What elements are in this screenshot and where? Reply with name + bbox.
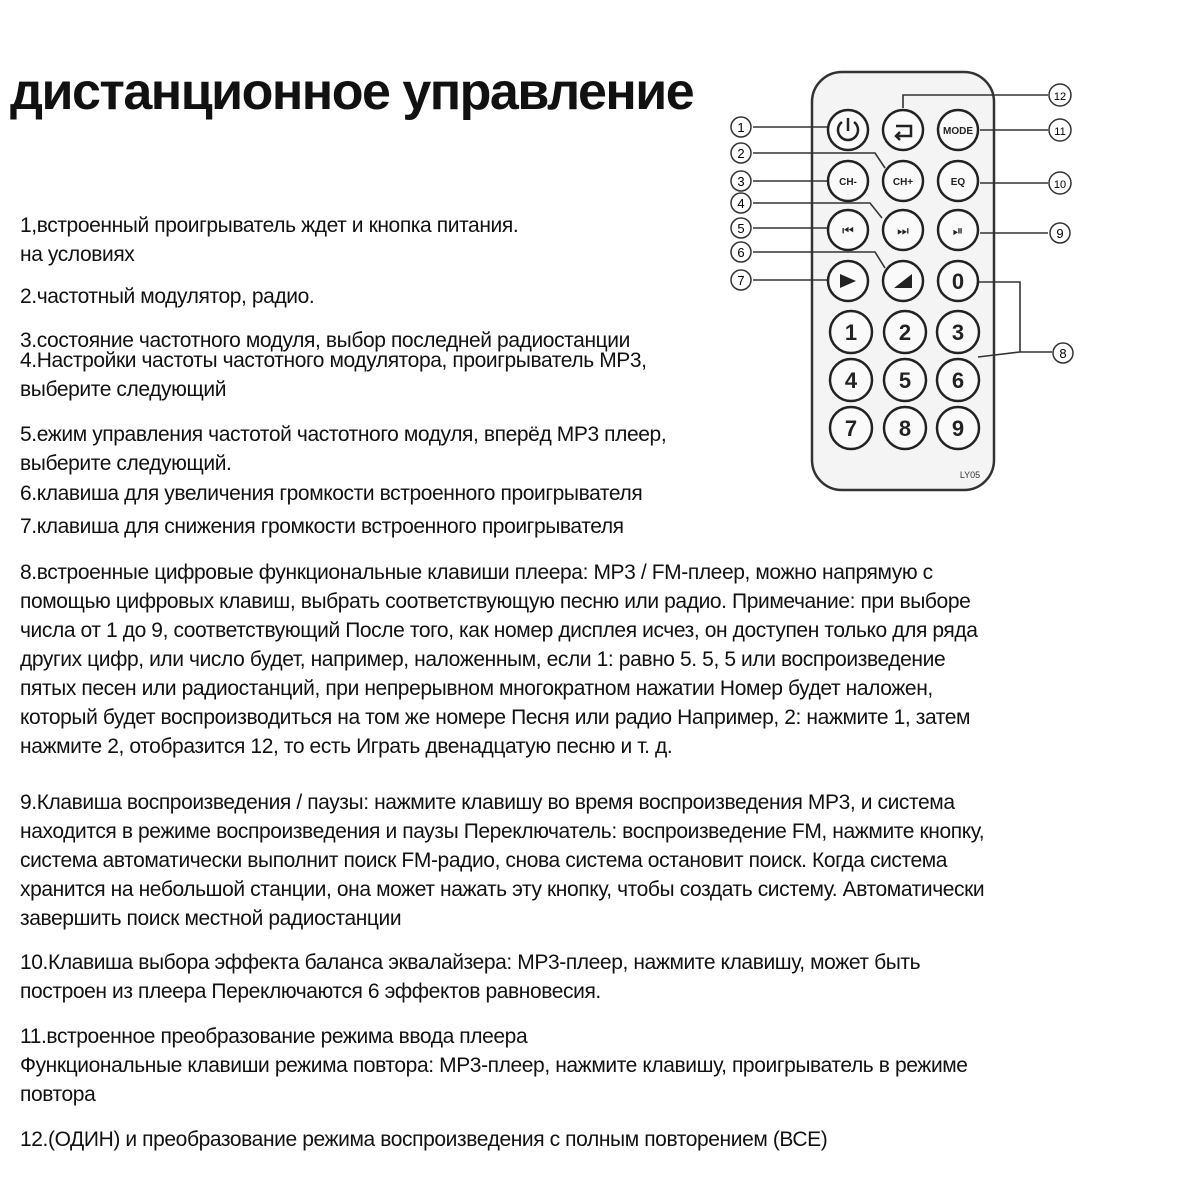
item-12: 12.(ОДИН) и преобразование режима воспроизведения с полным повторением (ВСЕ) (20, 1128, 828, 1151)
item-3: 3.состояние частотного модуля, выбор последней радиостанции (20, 329, 630, 352)
callout-label: 4 (737, 196, 745, 211)
callout-2 (731, 143, 751, 163)
callout-3 (731, 171, 751, 191)
callout-label: 1 (737, 120, 745, 135)
callout-label: 5 (737, 221, 745, 236)
page-title: дистанционное управление (10, 63, 694, 121)
digit-7-key (830, 407, 872, 449)
digit-6-key (937, 359, 979, 401)
item-10: 10.Клавиша выбора эффекта баланса эквалайзера: MP3-плеер, нажмите клавишу, может быть построен из плеера Переключаются 6 эффектов равновесия. (20, 951, 921, 1003)
callout-5 (731, 218, 751, 238)
callout-label: 3 (737, 174, 745, 189)
digit-label: 4 (844, 368, 858, 393)
item-6: 6.клавиша для увеличения громкости встроенного проигрывателя (20, 482, 643, 505)
power-key (828, 110, 868, 150)
eq-key (938, 161, 978, 201)
digit-label: 7 (844, 416, 858, 441)
ch-minus-label: CH- (839, 177, 857, 188)
digit-label: 0 (951, 269, 965, 294)
ch-plus-key (883, 161, 923, 201)
play-pause-key (938, 210, 978, 250)
callout-label: 10 (1053, 179, 1067, 191)
callout-label: 11 (1054, 126, 1066, 138)
digit-label: 8 (898, 416, 912, 441)
digit-4-key (830, 359, 872, 401)
digit-2-key (884, 311, 926, 353)
callout-9 (1050, 223, 1070, 243)
digit-label: 1 (844, 320, 858, 345)
callout-1 (731, 117, 751, 137)
play-pause-icon: ⏯ (952, 223, 964, 238)
remote-illustration (720, 70, 1090, 495)
next-icon: ⏭ (897, 223, 909, 238)
digit-1-key (830, 311, 872, 353)
digit-label: 3 (951, 320, 965, 345)
callout-10 (1049, 172, 1071, 194)
item-5: 5.ежим управления частотой частотного модуля, вперёд MP3 плеер, выберите следующий. (20, 423, 667, 475)
prev-key (828, 210, 868, 250)
digit-0-key (938, 261, 978, 301)
callout-label: 6 (737, 245, 745, 260)
volume-up-key (883, 261, 923, 301)
callout-12 (1049, 84, 1071, 106)
mode-key (938, 110, 978, 150)
digit-5-key (884, 359, 926, 401)
volume-down-key (828, 261, 868, 301)
callout-label: 12 (1053, 91, 1067, 103)
mode-label: MODE (943, 126, 973, 137)
item-1: 1,встроенный проигрыватель ждет и кнопка питания. на условиях (20, 214, 519, 266)
repeat-key (883, 110, 923, 150)
item-4: 4.Настройки частоты частотного модулятора, проигрыватель MP3, выберите следующий (20, 349, 647, 401)
digit-label: 6 (951, 368, 965, 393)
callout-7 (731, 270, 751, 290)
ch-plus-label: CH+ (892, 177, 914, 188)
digit-label: 2 (898, 320, 912, 345)
item-7: 7.клавиша для снижения громкости встроенного проигрывателя (20, 515, 624, 538)
digit-label: 5 (898, 368, 912, 393)
item-2: 2.частотный модулятор, радио. (20, 285, 315, 308)
callout-label: 2 (737, 146, 745, 161)
callout-6 (731, 242, 751, 262)
item-11: 11.встроенное преобразование режима ввода плеера Функциональные клавиши режима повтора: MP3-плеер, нажмите клавишу, проигрыватель в режиме повтора (20, 1025, 968, 1106)
ch-minus-key (828, 161, 868, 201)
callout-4 (731, 193, 751, 213)
digit-3-key (937, 311, 979, 353)
callout-11 (1049, 119, 1071, 141)
digit-label: 9 (951, 416, 965, 441)
callout-label: 7 (737, 273, 745, 288)
prev-icon: ⏮ (842, 223, 854, 238)
callout-label: 8 (1059, 346, 1067, 361)
eq-label: EQ (950, 177, 966, 188)
callout-8 (1053, 343, 1073, 363)
digit-8-key (884, 407, 926, 449)
digit-9-key (937, 407, 979, 449)
callout-label: 9 (1056, 226, 1064, 241)
item-8: 8.встроенные цифровые функциональные клавиши плеера: MP3 / FM-плеер, можно напрямую с помощью цифровых клавиш, выбрать соответствующую песню или радио. Примечание: при выборе числа от 1 до 9, соответствующий После того, как номер дисплея исчез, он доступен только для ряда других цифр, или число будет, например, наложенным, если 1: равно 5. 5, 5 или воспроизведение пятых песен или радиостанций, при непрерывном многократном нажатии Номер будет наложен, который будет воспроизводиться на том же номере Песня или радио Например, 2: нажмите 1, затем нажмите 2, отобразится 12, то есть Играть двенадцатую песню и т. д. (20, 561, 978, 758)
item-9: 9.Клавиша воспроизведения / паузы: нажмите клавишу во время воспроизведения MP3, и система находится в режиме воспроизведения и паузы Переключатель: воспроизведение FM, нажмите кнопку, система автоматически выполнит поиск FM-радио, снова система остановит поиск. Когда система хранится на небольшой станции, она может нажать эту кнопку, чтобы создать систему. Автоматически завершить поиск местной радиостанции (20, 791, 985, 930)
next-key (883, 210, 923, 250)
remote-model-label: LY05 (959, 470, 981, 480)
